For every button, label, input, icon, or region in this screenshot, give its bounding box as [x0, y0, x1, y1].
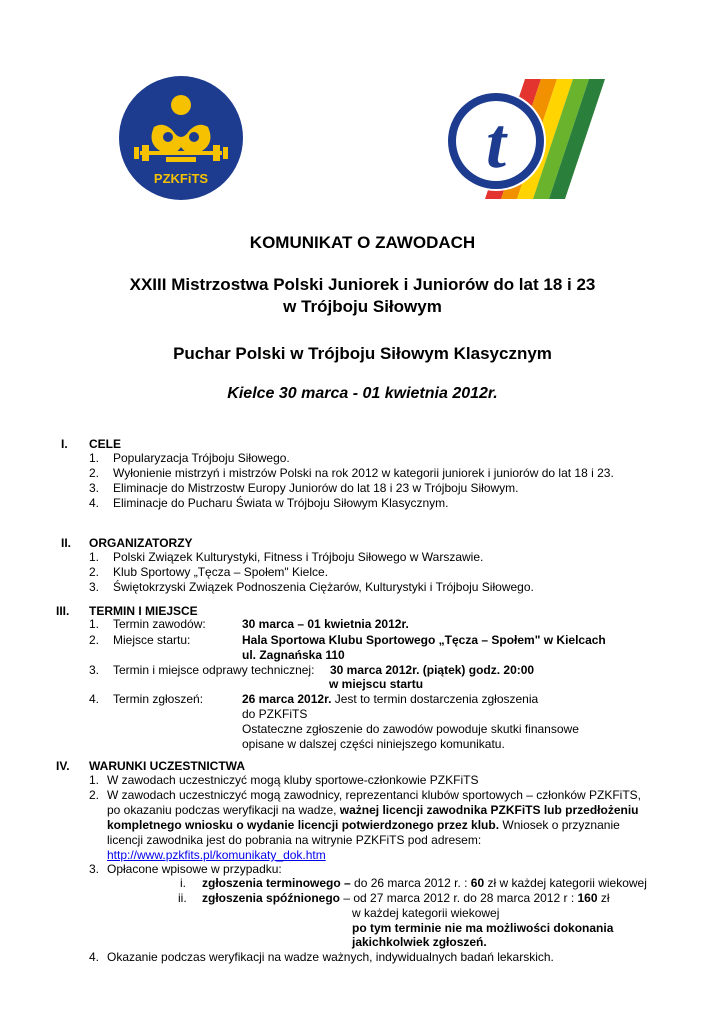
- list-item: 1. Polski Związek Kulturystyki, Fitness i Trójboju Siłowego w Warszawie.: [89, 550, 484, 564]
- list-item: 2. Wyłonienie mistrzyń i mistrzów Polski na rok 2012 w kategorii juniorek i juniorów do lat 18 i 23.: [89, 466, 614, 480]
- fee-late-line2: w każdej kategorii wiekowej: [352, 906, 500, 920]
- cup-title: Puchar Polski w Trójboju Siłowym Klasycznym: [173, 344, 552, 363]
- section-3-title: TERMIN I MIEJSCE: [89, 604, 198, 618]
- technical-meeting-row: 3. Termin i miejsce odprawy technicznej: 30 marca 2012r. (piątek) godz. 20:00: [89, 663, 535, 677]
- section-2-title: ORGANIZATORZY: [89, 536, 193, 550]
- document-title: KOMUNIKAT O ZAWODACH: [249, 233, 476, 252]
- license-download-link[interactable]: http://www.pzkfits.pl/komunikaty_dok.htm: [107, 848, 326, 862]
- entry-deadline-line2: do PZKFiTS: [242, 707, 308, 721]
- pzkfits-logo: [118, 75, 244, 201]
- technical-meeting-place: w miejscu startu: [329, 677, 424, 691]
- term-row: 1. Termin zawodów: 30 marca – 01 kwietnia 2012r.: [89, 617, 409, 631]
- section-4-number: IV.: [56, 759, 70, 773]
- championship-title-line2: w Trójboju Siłowym: [283, 297, 442, 316]
- entry-deadline-line4: opisane w dalszej części niniejszego komunikatu.: [242, 737, 505, 751]
- list-item: 4. Okazanie podczas weryfikacji na wadze ważnych, indywidualnych badań lekarskich.: [89, 950, 554, 964]
- list-item: 3. Świętokrzyski Związek Podnoszenia Ciężarów, Kulturystyki i Trójboju Siłowego.: [89, 580, 534, 594]
- section-1-title: CELE: [89, 437, 122, 451]
- place-date: Kielce 30 marca - 01 kwietnia 2012r.: [227, 385, 498, 402]
- tecza-logo-letter: t: [485, 103, 507, 183]
- championship-title-line1: XXIII Mistrzostwa Polski Juniorek i Juniorów do lat 18 i 23: [129, 275, 596, 294]
- venue-row: 2. Miejsce startu: Hala Sportowa Klubu Sportowego „Tęcza – Społem" w Kielcach: [89, 633, 606, 647]
- list-item: 3. Eliminacje do Mistrzostw Europy Juniorów do lat 18 i 23 w Trójboju Siłowym.: [89, 481, 519, 495]
- license-line4: licencji zawodnika jest do pobrania na witrynie PZKFiTS pod adresem:: [107, 833, 482, 847]
- list-item: 1. W zawodach uczestniczyć mogą kluby sportowe-członkowie PZKFiTS: [89, 773, 479, 787]
- fee-late-line3: po tym terminie nie ma możliwości dokonania: [352, 921, 614, 935]
- fee-late: ii. zgłoszenia spóźnionego – od 27 marca 2012 r. do 28 marca 2012 r : 160 zł: [178, 891, 610, 905]
- tecza-logo: [445, 79, 605, 199]
- license-line2: po okazaniu podczas weryfikacji na wadze, ważnej licencji zawodnika PZKFiTS lub przedłożeniu: [107, 803, 639, 817]
- list-item: 3. Opłacone wpisowe w przypadku:: [89, 862, 282, 876]
- list-item: 2. Klub Sportowy „Tęcza – Społem" Kielce.: [89, 565, 329, 579]
- section-1-number: I.: [61, 437, 68, 451]
- pzkfits-logo-text: PZKFiTS: [153, 171, 209, 186]
- list-item: 4. Eliminacje do Pucharu Świata w Trójboju Siłowym Klasycznym.: [89, 496, 449, 510]
- license-line3: kompletnego wniosku o wydanie licencji potwierdzonego przez klub. Wniosek o przyznanie: [107, 818, 620, 832]
- section-4-title: WARUNKI UCZESTNICTWA: [89, 759, 245, 773]
- section-2-number: II.: [61, 536, 72, 550]
- entry-deadline-line3: Ostateczne zgłoszenie do zawodów powoduje skutki finansowe: [242, 722, 579, 736]
- fee-on-time: i. zgłoszenia terminowego – do 26 marca 2012 r. : 60 zł w każdej kategorii wiekowej: [180, 876, 647, 890]
- list-item: 2. W zawodach uczestniczyć mogą zawodnicy, reprezentanci klubów sportowych – członków PZKFiTS,: [89, 788, 641, 802]
- venue-address: ul. Zagnańska 110: [242, 648, 345, 662]
- entry-deadline-row: 4. Termin zgłoszeń: 26 marca 2012r. Jest to termin dostarczenia zgłoszenia: [89, 692, 539, 706]
- fee-late-line4: jakichkolwiek zgłoszeń.: [352, 935, 487, 949]
- section-3-number: III.: [56, 604, 70, 618]
- list-item: 1. Popularyzacja Trójboju Siłowego.: [89, 451, 290, 465]
